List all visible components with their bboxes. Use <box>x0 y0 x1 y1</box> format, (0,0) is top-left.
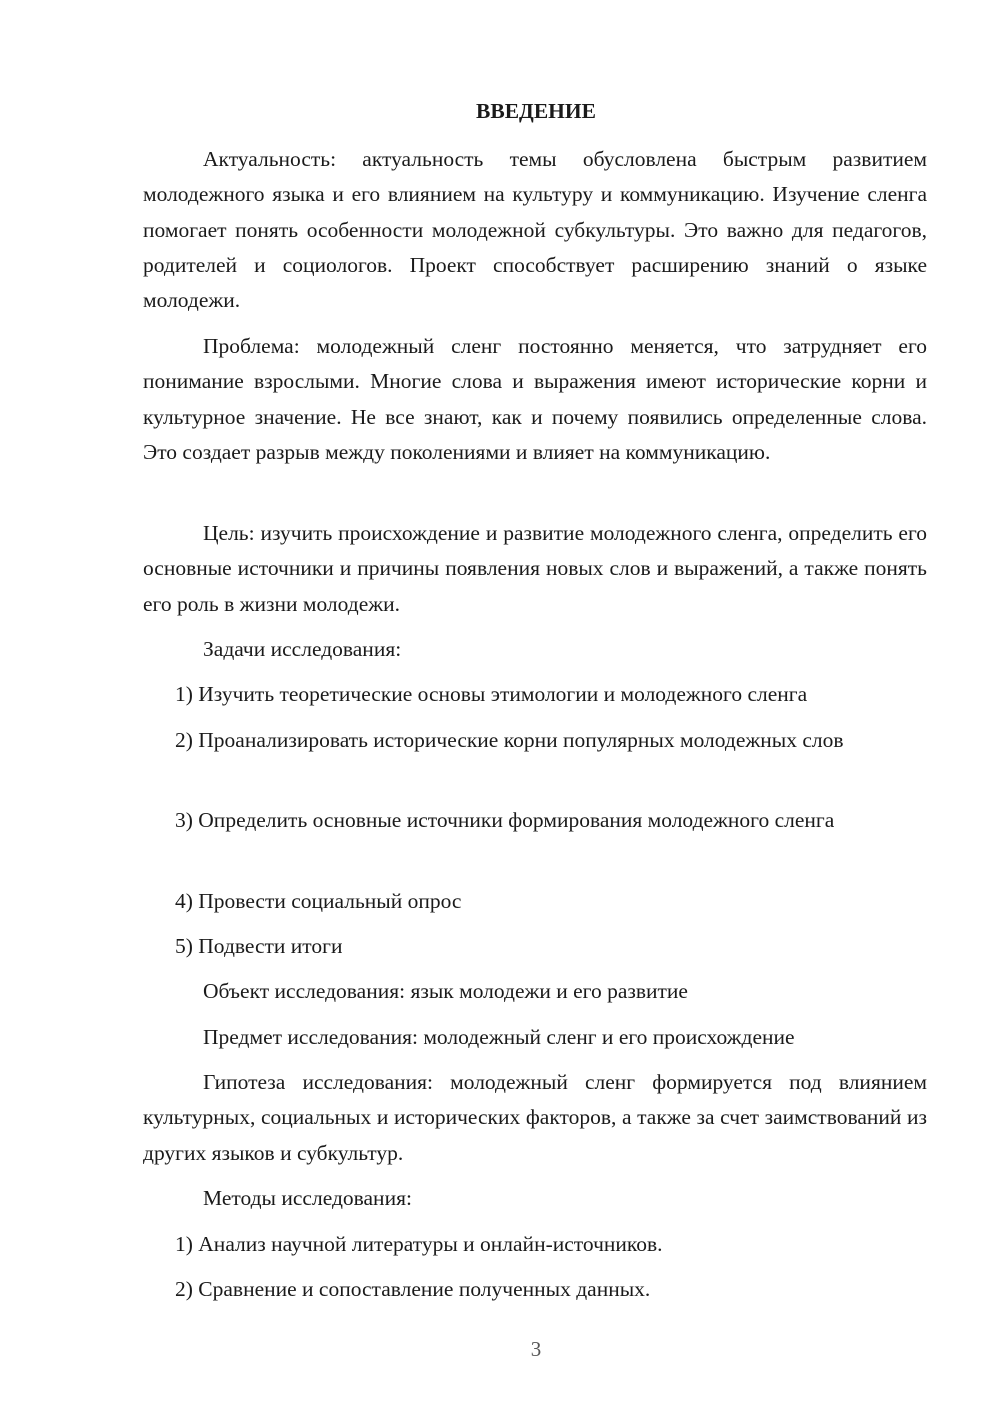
paragraph-goal: Цель: изучить происхождение и развитие молодежного сленга, определить его основные источники и причины появления новых слов и выражений, а также понять его роль в жизни молодежи. <box>143 521 927 616</box>
paragraph-problem: Проблема: молодежный сленг постоянно меняется, что затрудняет его понимание взрослыми. Многие слова и выражения имеют исторические корни и культурное значение. Не все знают, как и почему появились определенные слова. Это создает разрыв между поколениями и влияет на коммуникацию. <box>143 334 927 464</box>
section-heading: ВВЕДЕНИЕ <box>476 99 596 123</box>
list-item-task-1: 1) Изучить теоретические основы этимологии и молодежного сленга <box>175 682 808 706</box>
list-item-task-5: 5) Подвести итоги <box>175 934 343 958</box>
list-item-task-4: 4) Провести социальный опрос <box>175 889 462 913</box>
paragraph-hypothesis: Гипотеза исследования: молодежный сленг формируется под влиянием культурных, социальных и исторических факторов, а также за счет заимствований из других языков и субкультур. <box>143 1070 927 1165</box>
list-item-task-2: 2) Проанализировать исторические корни популярных молодежных слов <box>175 728 844 752</box>
page-number: 3 <box>530 1337 542 1361</box>
paragraph-subject: Предмет исследования: молодежный сленг и его происхождение <box>203 1025 795 1049</box>
paragraph-relevance: Актуальность: актуальность темы обусловлена быстрым развитием молодежного языка и его влиянием на культуру и коммуникацию. Изучение сленга помогает понять особенности молодежной субкультуры. Это важно для педагогов, родителей и социологов. Проект способствует расширению знаний о языке молодежи. <box>143 147 927 313</box>
paragraph-object: Объект исследования: язык молодежи и его развитие <box>203 979 688 1003</box>
list-item-method-2: 2) Сравнение и сопоставление полученных данных. <box>175 1277 651 1301</box>
list-item-method-1: 1) Анализ научной литературы и онлайн-источников. <box>175 1232 663 1256</box>
methods-title: Методы исследования: <box>203 1186 412 1210</box>
list-item-task-3: 3) Определить основные источники формирования молодежного сленга <box>175 808 835 832</box>
tasks-title: Задачи исследования: <box>203 637 402 661</box>
